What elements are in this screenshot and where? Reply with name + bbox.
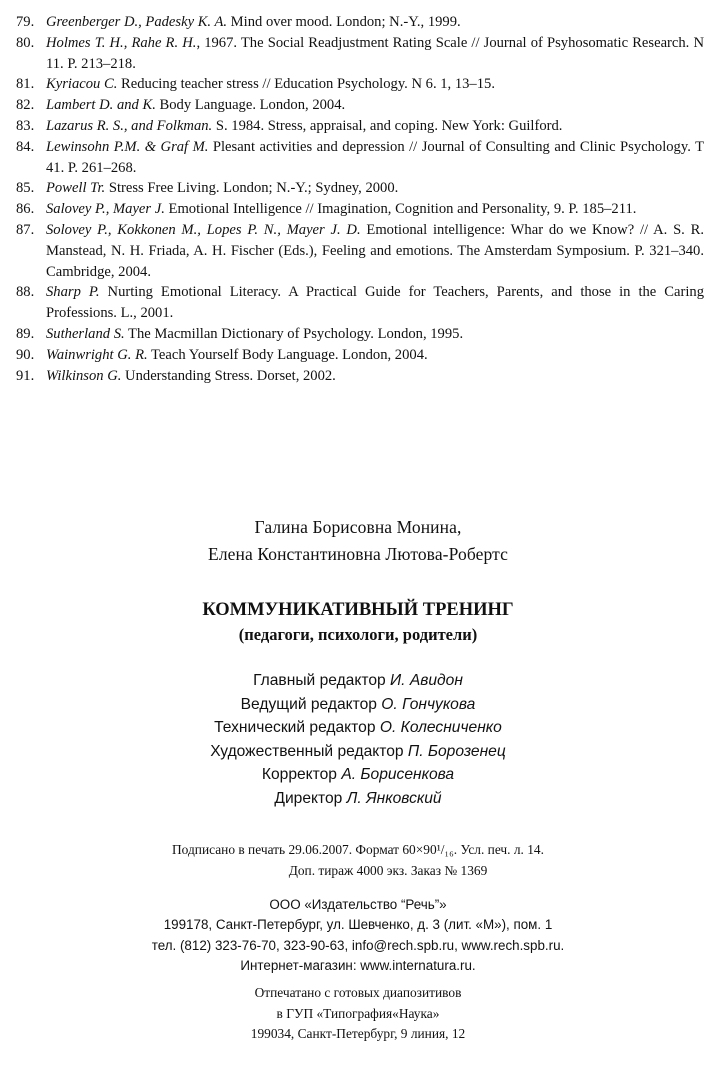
staff-role: Корректор [261,766,342,784]
reference-text: Stress Free Living. London; N.-Y.; Sydney, 2000. [105,180,399,197]
book-authors [0,514,716,568]
reference-item [16,220,704,282]
reference-number: 81. [16,76,35,93]
staff-person: Л. Янковский [346,789,442,807]
reference-text: Plesant activities and depression // Journal of Consulting and Clinic Psychology. T 41. P. 261–268. [46,138,704,176]
reference-item [16,282,704,324]
book-title: КОММУНИКАТИВНЫЙ ТРЕНИНГ [202,600,514,620]
publisher-info [0,895,716,977]
print-info [0,839,716,881]
reference-number: 89. [16,325,35,342]
staff-person: П. Борозенец [407,742,506,760]
editorial-staff [0,669,716,811]
staff-line [0,693,716,717]
author-line: Елена Константиновна Лютова-Робертс [208,544,508,564]
reference-number: 83. [16,117,35,134]
reference-number: 87. [16,221,35,238]
staff-role: Директор [274,789,347,807]
printer-line: Отпечатано с готовых диапозитивов [254,984,462,1000]
reference-author: Lazarus R. S., and Folkman. [46,117,213,134]
reference-text: Teach Yourself Body Language. London, 2004. [147,346,428,363]
reference-author: Kyriacou C. [46,76,118,93]
reference-item [16,33,704,75]
reference-text: The Macmillan Dictionary of Psychology. London, 1995. [124,325,464,342]
reference-author: Greenberger D., Padesky K. A. [46,14,228,30]
reference-number: 79. [16,14,35,30]
reference-author: Wainwright G. R. [46,346,148,363]
reference-number: 82. [16,97,35,114]
reference-item [16,199,704,220]
reference-author: Powell Tr. [46,180,106,197]
publisher-line: ООО «Издательство “Речь”» [269,896,447,912]
reference-author: Solovey P., Kokkonen M., Lopes P. N., Mayer J. D. [46,221,361,238]
reference-number: 90. [16,346,35,363]
printer-info [0,983,716,1045]
staff-person: О. Колесниченко [379,719,502,737]
reference-author: Lambert D. and K. [46,97,156,114]
staff-person: И. Авидон [390,672,463,689]
staff-role: Главный редактор [253,672,390,689]
reference-text: Body Language. London, 2004. [155,97,346,114]
reference-number: 85. [16,180,35,197]
staff-line [0,716,716,740]
printer-line: в ГУП «Типография«Наука» [276,1005,440,1021]
reference-number: 84. [16,138,35,155]
reference-text: Understanding Stress. Dorset, 2002. [121,367,336,384]
reference-number: 86. [16,201,35,218]
reference-item [16,137,704,179]
book-subtitle: (педагоги, психологи, родители) [238,625,478,644]
reference-list [16,12,704,386]
reference-author: Salovey P., Mayer J. [46,201,165,218]
reference-text: Reducing teacher stress // Education Psychology. N 6. 1, 13–15. [117,76,495,93]
reference-item [16,116,704,137]
staff-line [0,740,716,764]
reference-author: Holmes T. H., Rahe R. H. [46,34,197,51]
reference-item [16,12,704,33]
reference-number: 80. [16,34,35,51]
reference-text: Emotional intelligence: Whar do we Know? // A. S. R. Manstead, N. H. Friada, A. H. Fischer (Eds.), Feeling and emotions. The Amsterdam Symposium. P. 321–340. Cambridge, 2004. [46,221,705,280]
reference-author: Wilkinson G. [46,367,122,384]
staff-line [0,787,716,811]
author-line: Галина Борисовна Монина, [254,517,462,537]
reference-item [16,345,704,366]
reference-text: Emotional Intelligence // Imagination, Cognition and Personality, 9. P. 185–211. [164,201,637,218]
publisher-line: тел. (812) 323-76-70, 323-90-63, info@rech.spb.ru, www.rech.spb.ru. [151,937,565,953]
reference-author: Sutherland S. [46,325,125,342]
reference-text: , 1967. The Social Readjustment Rating Scale // Journal of Psyhosomatic Research. N 11. P. 213–218. [46,34,704,72]
staff-line [0,763,716,787]
staff-role: Ведущий редактор [240,695,382,713]
reference-number: 88. [16,284,35,301]
staff-role: Технический редактор [214,719,380,737]
reference-author: Lewinsohn P.M. & Graf M. [46,138,209,155]
print-line: Доп. тираж 4000 экз. Заказ № 1369 [288,862,488,878]
staff-person: О. Гончукова [381,695,476,713]
reference-item [16,95,704,116]
reference-text: S. 1984. Stress, appraisal, and coping. New York: Guilford. [212,117,563,134]
reference-text: Mind over mood. London; N.-Y., 1999. [227,14,461,30]
reference-item [16,366,704,387]
publisher-line: 199178, Санкт-Петербург, ул. Шевченко, д. 3 (лит. «М»), пом. 1 [163,917,553,933]
reference-author: Sharp P. [46,284,100,301]
reference-item [16,74,704,95]
imprint-block [0,514,716,1045]
staff-line [0,669,716,693]
reference-text: Nurting Emotional Literacy. A Practical Guide for Teachers, Parents, and those in the Caring Professions. L., 2001. [46,284,704,322]
staff-person: А. Борисенкова [341,766,455,784]
reference-number: 91. [16,367,35,384]
staff-role: Художественный редактор [210,742,408,760]
print-line: Подписано в печать 29.06.2007. Формат 60×90¹/₁₆. Усл. печ. л. 14. [172,841,544,857]
reference-item [16,324,704,345]
publisher-line: Интернет-магазин: www.internatura.ru. [240,958,476,974]
printer-line: 199034, Санкт-Петербург, 9 линия, 12 [250,1026,466,1042]
reference-item [16,178,704,199]
